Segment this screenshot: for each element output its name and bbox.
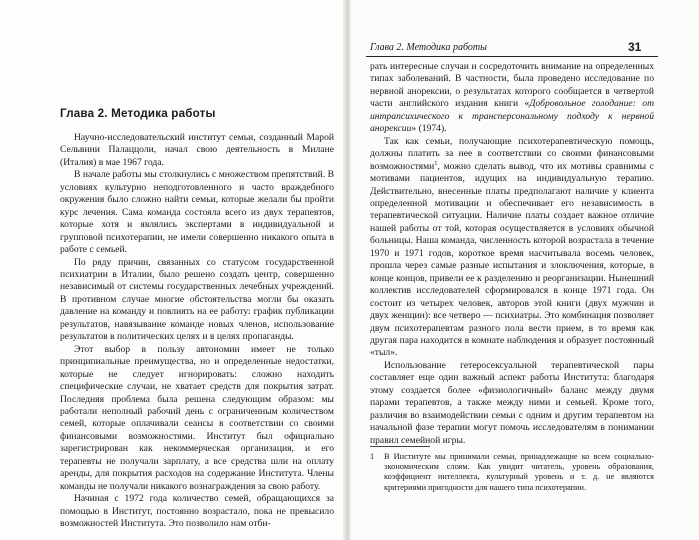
book-title: Добровольное голодание: от интрапсихического к трансперсональному подходу к нервной анорексии	[370, 98, 654, 135]
paragraph-text: рать интересные случаи и сосредоточить внимание на определенных типах заболеваний. В частности, была проведено исследование по нервной анорексии, о результатах которого сообщается в четвертой части английского издания книги «	[370, 61, 654, 110]
paragraph	[370, 136, 654, 360]
paragraph	[370, 61, 654, 136]
paragraph: Использование гетеросексуальной терапевтической пары составляет еще один важный аспект работы Института: благодаря этому создается более «физиологичный» баланс между двумя парами терапевтов, а также между ними и семьей. Кроме того, различия во взаимодействии семьи с одним и другим терапевтом на начальной фазе терапии могут помочь исследователям в понимании правил семейной игры.	[370, 359, 654, 446]
paragraph-text: , можно сделать вывод, что их мотивы сравнимы с мотивами пациентов, идущих на индивидуальную терапию. Действительно, внесенные платы предполагают наличие у клиента определенной мотивации и обеспечивает его независимость в терапевтической ситуации. Наличие платы создает важное отличие нашей работы от той, которая осуществляется в условиях обычной больницы. Наша команда, численность которой возрастала в течение 1970 и 1971 годов, короткое время насчитывала восемь человек, прошла через самые разные испытания и злоключения, которые, в конце концов, привели ее к разделению и реорганизации. Нынешний коллектив исследователей сформировался в конце 1971 года. Он состоит из четырех человек, авторов этой книги (двух мужчин и двух женщин): все четверо — психиатры. Это комбинация позволяет двум психотерапевтам разного пола вести прием, в то время как другая пара находится в комнате наблюдения и образует постоянный «тыл».	[370, 160, 654, 359]
left-page-body	[60, 132, 334, 531]
paragraph: Начиная с 1972 года количество семей, обращающихся за помощью в Институт, постоянно возрастало, пока не превысило возможностей Института. Это позволило нам отби-	[60, 493, 334, 530]
footnote	[370, 452, 654, 493]
chapter-heading: Глава 2. Методика работы	[60, 107, 216, 120]
footnote-reference[interactable]: 1	[434, 159, 438, 167]
footnote-text: В Институте мы принимали семьи, принадлежащие ко всем социально-экономическим слоям. Как увидит читатель, уровень образования, коэффициент интеллекта, культурный уровень и т. д. не являются критериями пригодности для нашего типа психотерапии.	[384, 452, 654, 492]
page-number: 31	[628, 40, 642, 54]
book-gutter	[343, 0, 351, 540]
paragraph: По ряду причин, связанных со статусом государственной психиатрии в Италии, было решено создать центр, совершенно независимый от системы государственных лечебных учреждений. В противном случае многие обстоятельства могли бы оказать давление на команду и повлиять на ее работу: график публикации результатов, навязывание команде новых членов, использование результатов в политических целях и в целях пропаганды.	[60, 256, 334, 343]
running-header: Глава 2. Методика работы	[370, 42, 487, 53]
paragraph-text: » (1974).	[411, 123, 447, 135]
paragraph: В начале работы мы столкнулись с множеством препятствий. В условиях культурно неподготовленного и часто враждебного окружения было сложно найти семьи, которые желали бы пройти курс лечения. Сама команда состояла всего из двух терапевтов, которые хотя и являлись экспертами в индивидуальной и групповой психотерапии, не имели совершенно никакого опыта в работе с семьей.	[60, 169, 334, 256]
footnote-mark: 1	[370, 452, 375, 461]
paragraph-text: Так как семьи, получающие психотерапевтическую помощь, должны платить за нее в соответствии со своими финансовыми возможностями	[370, 135, 654, 172]
paragraph: Этот выбор в пользу автономии имеет не только принципиальные преимущества, но и определенные недостатки, которые не следует игнорировать: сложно находить специфические случаи, не хватает средств для покрытия затрат. Последняя проблема была решена следующим образом: мы работали неполный рабочий день с ограниченным количеством семей, которые оплачивали сеансы в соответствии со своими финансовыми возможностями. Институт был официально зарегистрирован как некоммерческая организация, и его терапевты не получали зарплату, а все средства шли на оплату аренды, для покрытия расходов на содержание Института. Члены команды не получали никакого вознаграждения за свою работу.	[60, 343, 334, 492]
footnote-rule	[370, 446, 430, 447]
paragraph: Научно-исследовательский институт семьи, созданный Марой Сельвини Палаццоли, начал свою деятельность в Милане (Италия) в мае 1967 года.	[60, 132, 334, 168]
header-rule	[366, 56, 658, 57]
right-page-body	[370, 61, 654, 447]
